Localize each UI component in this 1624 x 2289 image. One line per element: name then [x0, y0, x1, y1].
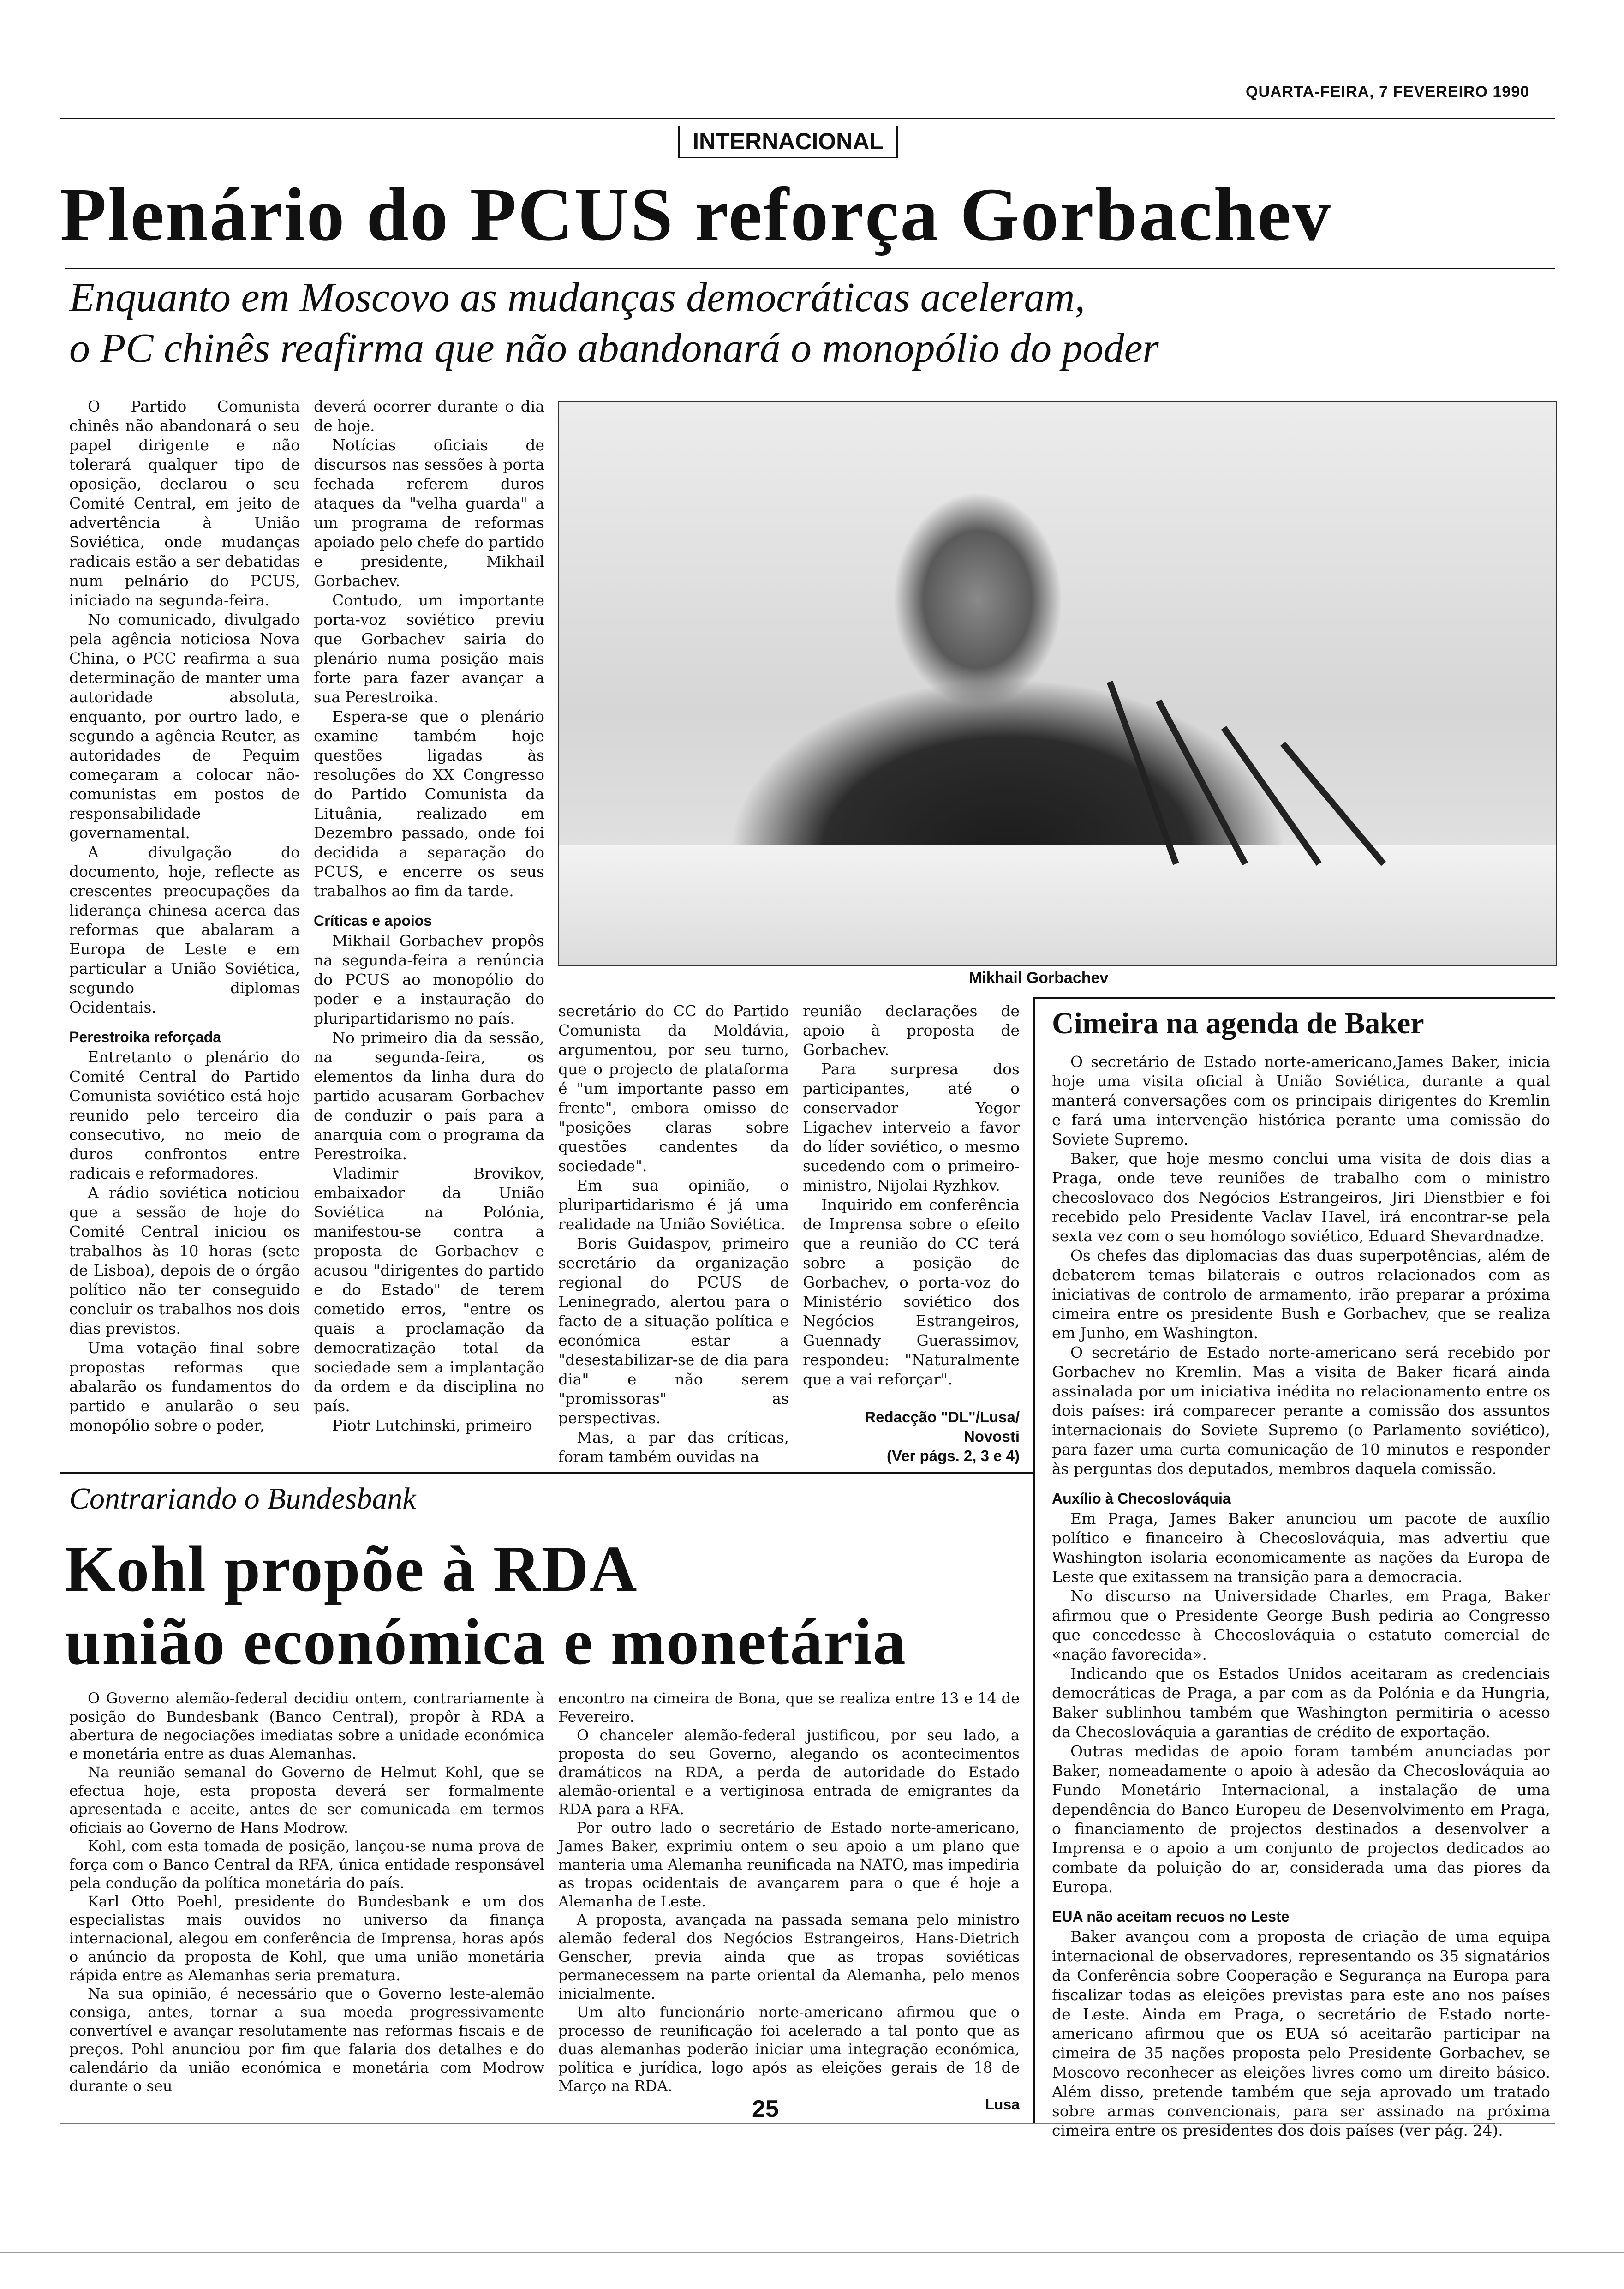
paragraph: Os chefes das diplomacias das duas superpotências, além de debaterem temas bilaterais e outros relacionados com as iniciativas de controlo de armamento, irão preparar a próxima cimeira entre os presidente Bush e Gorbachev, que se realiza em Junho, em Washington.: [1052, 1246, 1550, 1342]
main-column-2: [314, 397, 544, 1435]
signature-line-2: Novosti: [963, 1428, 1020, 1445]
scan-edge-rule: [0, 2252, 1624, 2253]
paragraph: Uma votação final sobre propostas reformas que abalarão os fundamentos do partido e anularão o seu monopólio sobre o poder,: [69, 1339, 300, 1434]
signature-line-1: Redacção "DL"/Lusa/: [865, 1408, 1020, 1426]
kohl-headline: [65, 1532, 907, 1678]
subheading-checoslovaquia: Auxílio à Checoslováquia: [1052, 1490, 1231, 1507]
kohl-signature: Lusa: [985, 2096, 1020, 2113]
paragraph: Kohl, com esta tomada de posição, lançou-se numa prova de força com o Banco Central da RFA, única entidade responsável pela condução da política monetária do país.: [69, 1837, 544, 1892]
paragraph: encontro na cimeira de Bona, que se realiza entre 13 e 14 de Fevereiro.: [558, 1690, 1020, 1726]
main-column-3: [558, 1001, 789, 1467]
paragraph: Baker avançou com a proposta de criação de uma equipa internacional de observadores, representando os 35 signatários da Conferência sobre Cooperação e Segurança na Europa para fiscalizar todas as eleições previstas para este ano nos países de Leste. Ainda em Praga, o secretário de Estado norte-americano afirmou que os EUA só aceitarão participar na cimeira de 35 nações proposta pelo Presidente Gorbachev, se Moscovo reconhecer as eleições livres como um direito básico. Além disso, pretende também que seja aprovado um tratado sobre armas convencionais, para ser assinado na próxima cimeira entre os presidentes dos dois países (ver pág. 24).: [1052, 1928, 1550, 2139]
paragraph: Karl Otto Poehl, presidente do Bundesbank e um dos especialistas mais ouvidos no universo da finança internacional, alegou em conferência de Imprensa, horas após o anúncio da proposta de Kohl, que uma união monetária rápida entre as Alemanhas seria prematura.: [69, 1893, 544, 1984]
photo-desk: [559, 845, 1556, 965]
paragraph: Baker, que hoje mesmo conclui uma visita de dois dias a Praga, onde teve reuniões de trabalho com o ministro checoslovaco dos Negócios Estrangeiros, Jiri Dienstbier e foi recebido pelo Presidente Vaclav Havel, irá encontrar-se pela sexta vez com o seu homólogo soviético, Eduard Shevardnadze.: [1052, 1150, 1550, 1245]
baker-box-body: [1052, 1052, 1550, 2140]
paragraph: O chanceler alemão-federal justificou, por seu lado, a proposta do seu Governo, alegando os acontecimentos dramáticos na RDA, a perda de autoridade do Estado alemão-oriental e a vertiginosa entrada de emigrantes da RDA para a RFA.: [558, 1726, 1020, 1818]
issue-date: QUARTA-FEIRA, 7 FEVEREIRO 1990: [1246, 83, 1530, 101]
kohl-headline-line-2: união económica e monetária: [65, 1605, 907, 1678]
kohl-column-1: [69, 1689, 544, 2095]
paragraph: Outras medidas de apoio foram também anunciadas por Baker, nomeadamente o apoio à adesão da Checoslováquia ao Fundo Monetário Internacional, a instalação de uma dependência do Banco Europeu de Desenvolvimento em Praga, o financiamento de projectos destinados a desenvolver a Imprensa e o apoio a um conjunto de projectos dedicados ao combate da poluição do ar, considerada uma das piores da Europa.: [1052, 1742, 1550, 1896]
section-rubric: INTERNACIONAL: [678, 126, 898, 158]
paragraph: Contudo, um importante porta-voz soviético previu que Gorbachev sairia do plenário numa posição mais forte para fazer avançar a sua Perestroika.: [314, 591, 544, 706]
subhead-line-2: o PC chinês reafirma que não abandonará o monopólio do poder: [69, 325, 1159, 371]
paragraph: Vladimir Brovikov, embaixador da União Soviética na Polónia, manifestou-se contra a proposta de Gorbachev e acusou "dirigentes do partido e do Estado" de terem cometido erros, "entre os quais a proclamação da democratização total da sociedade sem a implantação da ordem e da disciplina no país.: [314, 1164, 544, 1415]
paragraph: Entretanto o plenário do Comité Central do Partido Comunista soviético está hoje reunido pelo terceiro dia consecutivo, no meio de duros confrontos entre radicais e reformadores.: [69, 1048, 300, 1182]
paragraph: Na reunião semanal do Governo de Helmut Kohl, que se efectua hoje, esta proposta deverá ser formalmente apresentada e aceite, antes de ser comunicada em termos oficiais ao Governo de Hans Modrow.: [69, 1763, 544, 1836]
subhead-line-1: Enquanto em Moscovo as mudanças democráticas aceleram,: [69, 275, 1086, 320]
paragraph: No primeiro dia da sessão, na segunda-feira, os elementos da linha dura do partido acusaram Gorbachev de conduzir o país para a anarquia com o programa da Perestroika.: [314, 1029, 544, 1163]
microphone-icon: [1107, 681, 1179, 865]
paragraph: reunião declarações de apoio à proposta de Gorbachev.: [803, 1002, 1020, 1059]
paragraph: O secretário de Estado norte-americano será recebido por Gorbachev no Kremlin. Mas a visita de Baker ficará ainda assinalada por um iniciativa inédita no relacionamento entre os dois países: irá comparecer perante a comissão dos assuntos internacionais do Soviete Supremo (o Parlamento soviético), para fazer uma curta comunicação de 10 minutos e responder às perguntas dos deputados, membros daquela comissão.: [1052, 1343, 1550, 1478]
paragraph: O Partido Comunista chinês não abandonará o seu papel dirigente e não tolerará qualquer tipo de oposição, declarou o seu Comité Central, em jeito de advertência à União Soviética, onde mudanças radicais estão a ser debatidas num pelnário do PCUS, iniciado na segunda-feira.: [69, 397, 300, 609]
subheading-perestroika: Perestroika reforçada: [69, 1029, 221, 1045]
paragraph: No discurso na Universidade Charles, em Praga, Baker afirmou que o Presidente George Bush pediria ao Congresso que concedesse à Checoslováquia o estatuto comercial de «nação favorecida».: [1052, 1587, 1550, 1663]
paragraph: secretário do CC do Partido Comunista da Moldávia, argumentou, por seu turno, que o projecto de plataforma é "um importante passo em frente", embora omisso de "posições claras sobre questões candentes da sociedade".: [558, 1002, 789, 1175]
main-column-4: [803, 1001, 1020, 1466]
paragraph: Boris Guidaspov, primeiro secretário da organização regional do PCUS de Leninegrado, alertou para o facto de a situação política e económica estar a "desestabilizar-se de dia para dia" e não serem "promissoras" as perspectivas.: [558, 1234, 789, 1427]
paragraph: Por outro lado o secretário de Estado norte-americano, James Baker, exprimiu ontem o seu apoio a um plano que manteria uma Alemanha reunificada na NATO, mas impediria as tropas ocidentais de avançarem para o que é hoje a Alemanha de Leste.: [558, 1819, 1020, 1910]
paragraph: Na sua opinião, é necessário que o Governo leste-alemão consiga, antes, tornar a sua moeda progressivamente convertível e avançar resolutamente nas reformas fiscais e de preços. Pohl anunciou por fim que falaria dos detalhes e do calendário da união económica e monetária com Modrow durante o seu: [69, 1985, 544, 2095]
paragraph: O Governo alemão-federal decidiu ontem, contrariamente à posição do Bundesbank (Banco Central), propôr à RDA a abertura de negociações imediatas sobre a unidade económica e monetária entre as duas Alemanhas.: [69, 1690, 544, 1762]
signature-line-3: (Ver págs. 2, 3 e 4): [887, 1447, 1020, 1464]
paragraph: A divulgação do documento, hoje, reflecte as crescentes preocupações da liderança chinesa acerca das reformas que abalaram a Europa de Leste e em particular a União Soviética, segundo diplomas Ocidentais.: [69, 843, 300, 1016]
paragraph: Em Praga, James Baker anunciou um pacote de auxílio político e financeiro à Checoslováquia, mas advertiu que Washington isolaria economicamente as nações da Europa de Leste que exitassem na transição para a democracia.: [1052, 1510, 1550, 1586]
paragraph: Mas, a par das críticas, foram também ouvidas na: [558, 1428, 789, 1466]
paragraph: Piotr Lutchinski, primeiro: [332, 1416, 532, 1434]
baker-box-title: Cimeira na agenda de Baker: [1052, 1007, 1424, 1040]
paragraph: Notícias oficiais de discursos nas sessões à porta fechada referem duros ataques da "velha guarda" a um programa de reformas apoiado pelo chefe do partido e presidente, Mikhail Gorbachev.: [314, 436, 544, 590]
paragraph: Um alto funcionário norte-americano afirmou que o processo de reunificação foi acelerado a tal ponto que as duas alemanhas poderão iniciar uma integração económica, política e jurídica, logo após as eleições gerais de 18 de Março na RDA.: [558, 2003, 1020, 2095]
subheading-criticas: Críticas e apoios: [314, 912, 432, 929]
paragraph: No comunicado, divulgado pela agência noticiosa Nova China, o PCC reafirma a sua determinação de manter uma autoridade absoluta, enquanto, por ourtro lado, e segundo a agência Reuter, as autoridades de Pequim começaram a colocar não-comunistas em postos de responsabilidade governamental.: [69, 611, 300, 842]
page-number: 25: [752, 2096, 779, 2122]
top-rule: [60, 118, 1555, 119]
paragraph: A proposta, avançada na passada semana pelo ministro alemão federal dos Negócios Estrangeiros, Hans-Dietrich Genscher, previa ainda que as tropas soviéticas permanecessem na parte oriental da Alemanha, pelo menos inicialmente.: [558, 1911, 1020, 2002]
baker-box-top-rule: [1033, 997, 1555, 999]
photo-caption: Mikhail Gorbachev: [969, 969, 1109, 987]
kohl-column-2: [558, 1689, 1020, 2114]
paragraph: Espera-se que o plenário examine também hoje questões ligadas às resoluções do XX Congresso do Partido Comunista da Lituânia, realizado em Dezembro passado, onde foi decidida a separação do PCUS, e encerre os seus trabalhos ao fim da tarde.: [314, 707, 544, 900]
kohl-headline-line-1: Kohl propõe à RDA: [65, 1532, 638, 1605]
main-headline: Plenário do PCUS reforça Gorbachev: [60, 172, 1332, 257]
headline-rule: [65, 268, 1555, 269]
kohl-kicker: Contrariando o Bundesbank: [69, 1482, 416, 1516]
baker-box-left-rule: [1033, 997, 1035, 2123]
main-column-1: [69, 397, 300, 1435]
paragraph: Para surpresa dos participantes, até o conservador Yegor Ligachev interveio a favor do líder soviético, o mesmo sucedendo com o primeiro-ministro, Nijolai Ryzhkov.: [803, 1060, 1020, 1194]
gorbachev-photo: [558, 401, 1557, 966]
subheading-eua: EUA não aceitam recuos no Leste: [1052, 1908, 1290, 1925]
paragraph: Mikhail Gorbachev propôs na segunda-feira a renúncia do PCUS ao monopólio do poder e a instauração do pluripartidarismo no país.: [314, 932, 544, 1027]
kohl-top-rule: [60, 1472, 1033, 1474]
paragraph: Indicando que os Estados Unidos aceitaram as credenciais democráticas de Praga, a par com as da Polónia e da Hungria, Baker sublinhou também que Washington permitiria o acesso da Checoslováquia a garantias de crédito de exportação.: [1052, 1665, 1550, 1741]
paragraph: deverá ocorrer durante o dia de hoje.: [314, 397, 544, 435]
bottom-rule: [60, 2123, 1555, 2124]
paragraph: Inquirido em conferência de Imprensa sobre o efeito que a reunião do CC terá sobre a posição de Gorbachev, o porta-voz do Ministério soviético dos Negócios Estrangeiros, Guennady Guerassimov, respondeu: "Naturalmente que a vai reforçar".: [803, 1196, 1020, 1388]
paragraph: O secretário de Estado norte-americano,James Baker, inicia hoje uma visita oficial à União Soviética, durante a qual manterá conversações com os principais dirigentes do Kremlin e fará uma intervenção histórica perante uma comissão do Soviete Supremo.: [1052, 1053, 1550, 1148]
main-subhead: [69, 272, 1453, 374]
paragraph: A rádio soviética noticiou que a sessão de hoje do Comité Central iniciou os trabalhos às 10 horas (sete de Lisboa), depois de o órgão político não ter conseguido concluir os trabalhos nos dois dias previstos.: [69, 1184, 300, 1337]
paragraph: Em sua opinião, o pluripartidarismo é já uma realidade na União Soviética.: [558, 1176, 789, 1233]
